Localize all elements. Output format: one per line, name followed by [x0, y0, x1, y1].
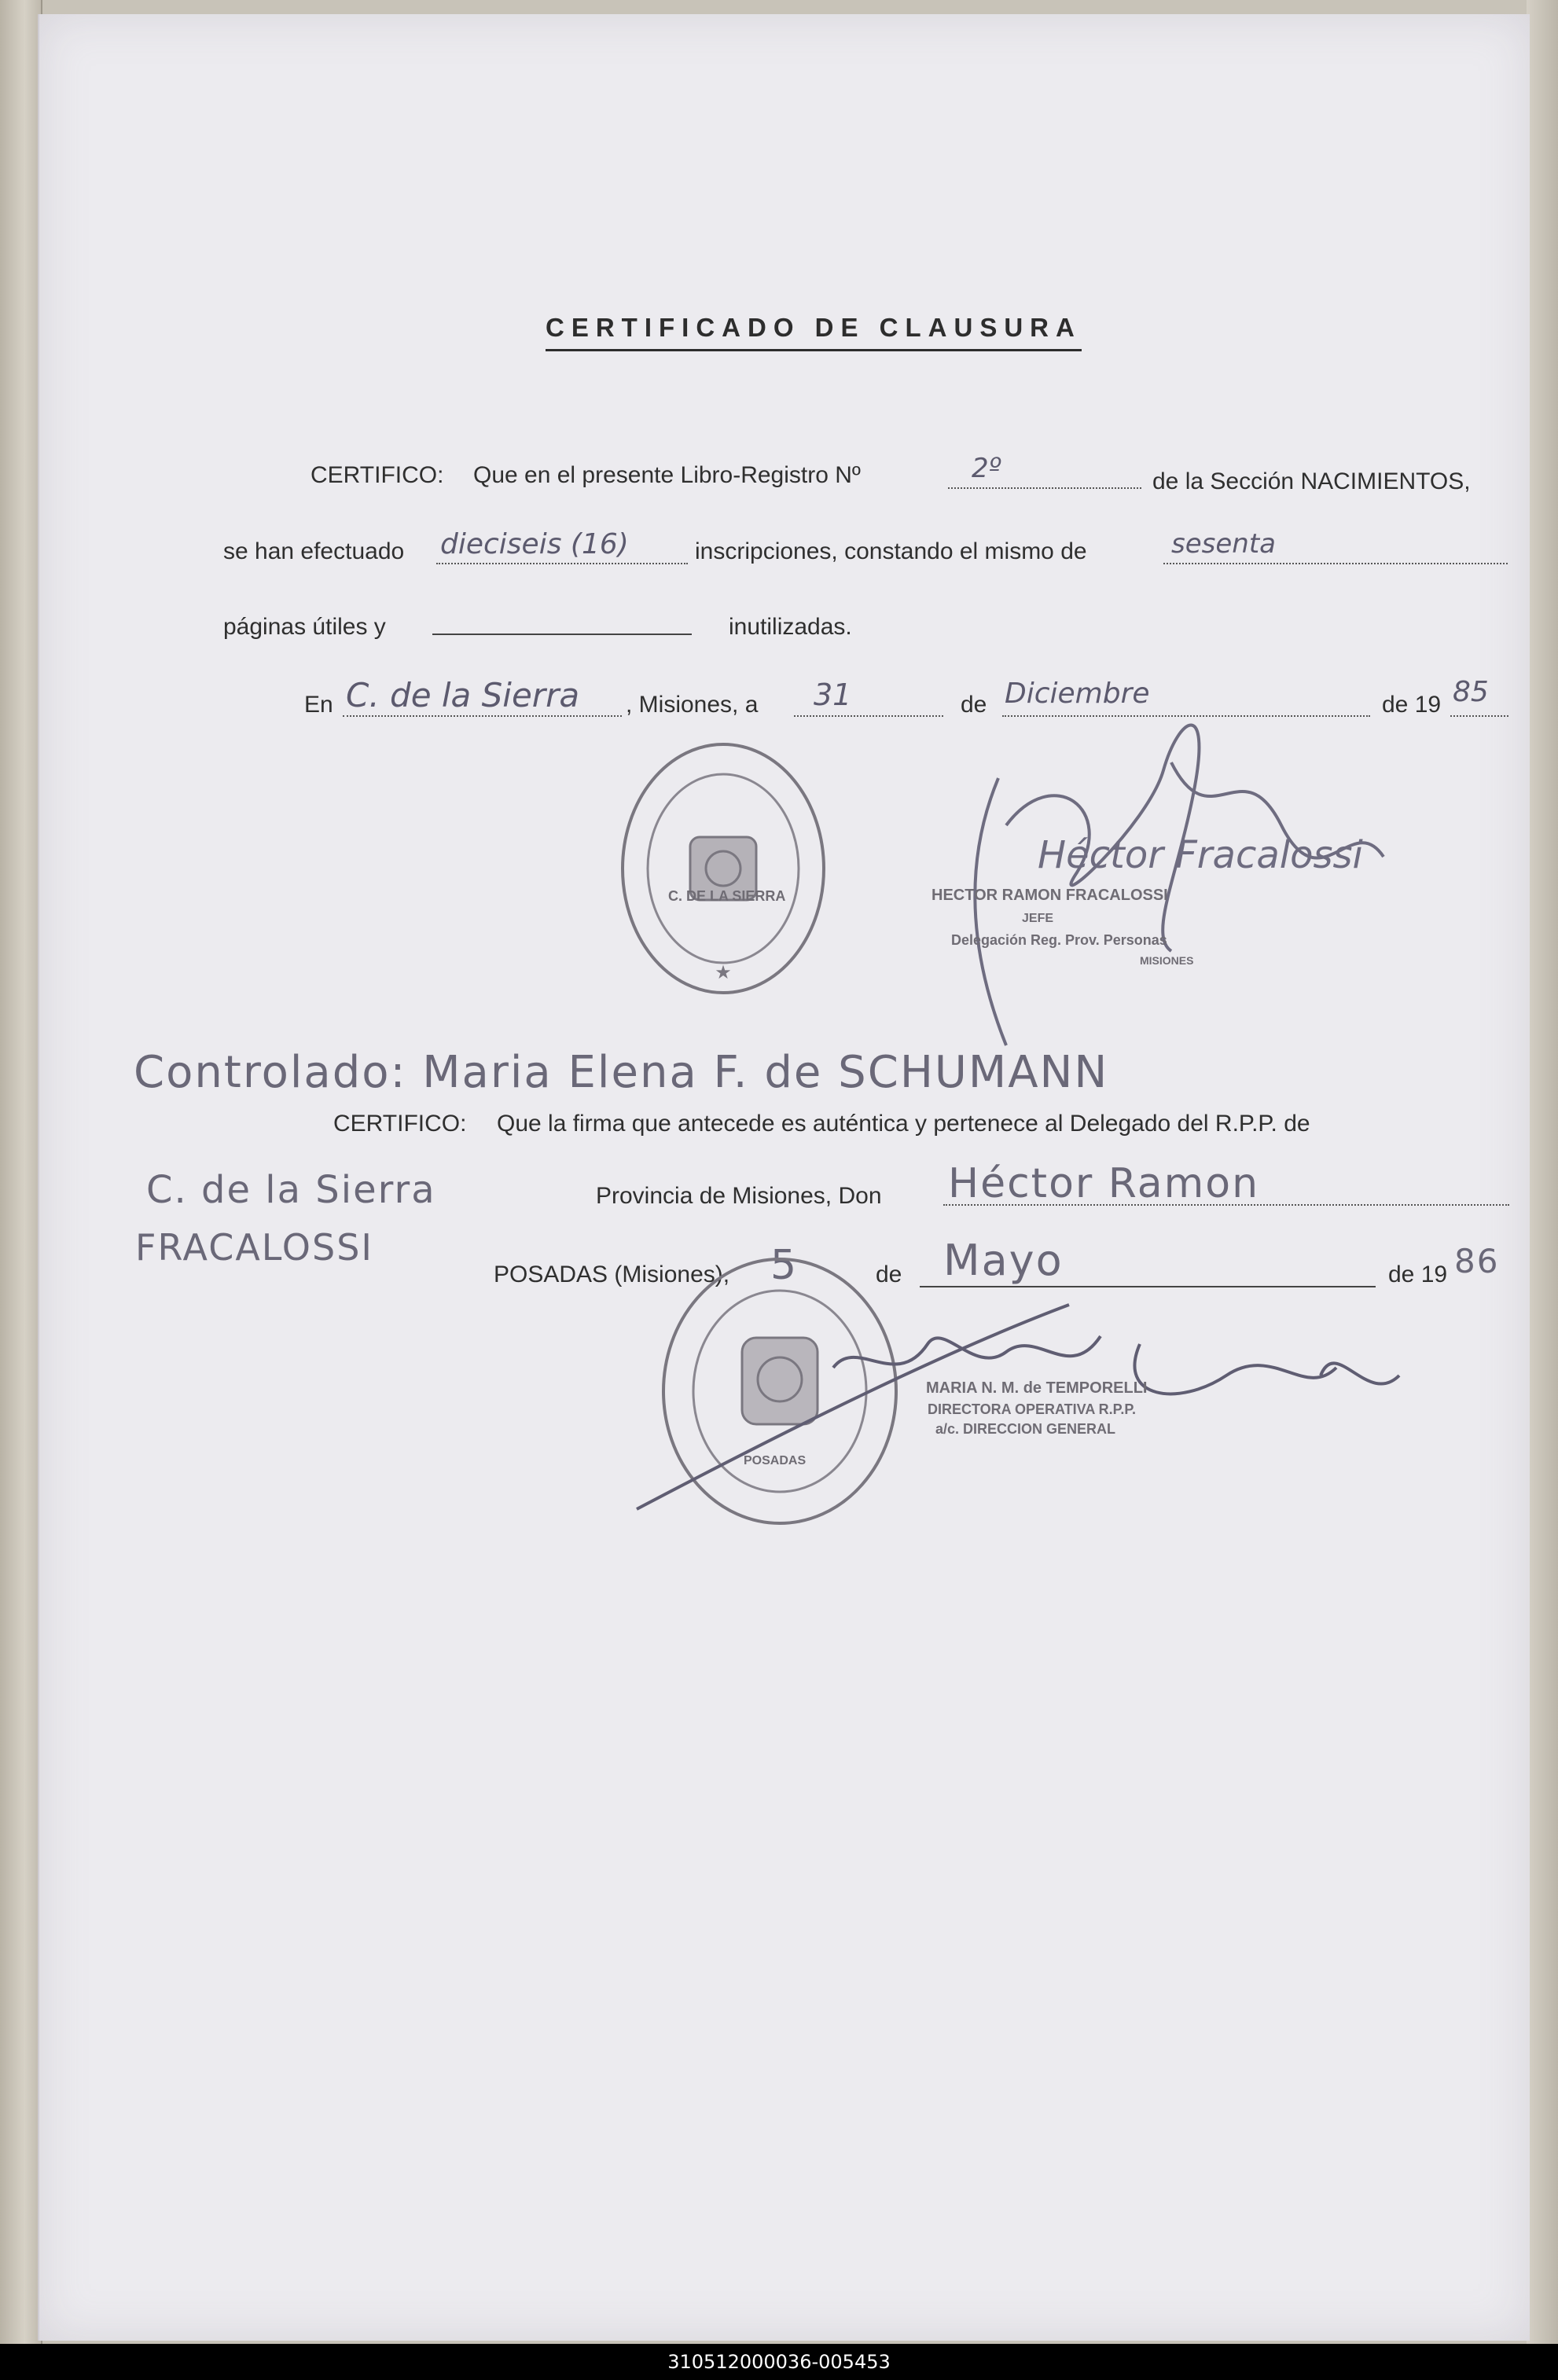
libro-registro-text: Que en el presente Libro-Registro Nº: [473, 462, 861, 488]
signature-1-name: HECTOR RAMON FRACALOSSI: [931, 887, 1168, 904]
paginas-line: [1163, 563, 1508, 564]
misiones-a-text: , Misiones, a: [626, 692, 759, 718]
paginas-utiles-text: páginas útiles y: [223, 614, 386, 640]
delegacion-stamp-1: [613, 735, 833, 1002]
signature-2-role: DIRECTORA OPERATIVA R.P.P.: [928, 1401, 1137, 1417]
anio-line: [1450, 715, 1508, 717]
signature-1-location: MISIONES: [1140, 954, 1194, 967]
lugar-line: [343, 715, 622, 717]
book-binding-left: [0, 0, 42, 2350]
dia-handwritten: 31: [814, 678, 852, 712]
dia-2-handwritten: 5: [770, 1242, 799, 1289]
mes-handwritten: Diciembre: [1005, 678, 1150, 710]
de19-label-2: de 19: [1388, 1262, 1448, 1287]
inscripciones-text: inscripciones, constando el mismo de: [695, 538, 1087, 564]
se-han-text: se han efectuado: [223, 538, 405, 564]
lugar-handwritten: C. de la Sierra: [346, 676, 580, 714]
en-label: En: [304, 692, 333, 718]
controlado-handwritten: Controlado: Maria Elena F. de SCHUMANN: [134, 1047, 1109, 1098]
signature-2-office: a/c. DIRECCION GENERAL: [935, 1421, 1116, 1437]
stamp-1-inner-text: C. DE LA SIERRA: [668, 888, 786, 904]
certifico-label-2: CERTIFICO:: [333, 1111, 467, 1137]
de19-label-1: de 19: [1382, 692, 1442, 718]
paginas-handwritten: sesenta: [1171, 528, 1276, 560]
de-label-1: de: [961, 692, 987, 718]
provincia-text: Provincia de Misiones, Don: [596, 1183, 882, 1209]
de-label-2: de: [876, 1262, 902, 1287]
lugar-2-handwritten: C. de la Sierra: [146, 1168, 436, 1212]
book-edge-right: [1527, 0, 1558, 2350]
libro-num-handwritten: 2º: [972, 453, 1001, 484]
certifico-text-2: Que la firma que antecede es auténtica y pertenece al Delegado del R.P.P. de: [497, 1111, 1310, 1137]
libro-num-line: [948, 487, 1141, 489]
cantidad-handwritten: dieciseis (16): [440, 528, 629, 560]
cantidad-line: [436, 563, 688, 564]
signature-1-office: Delegación Reg. Prov. Personas: [951, 932, 1167, 948]
signature-1-role: JEFE: [1022, 912, 1054, 925]
svg-text:★: ★: [715, 961, 732, 983]
mes-2-handwritten: Mayo: [943, 1236, 1064, 1285]
anio-handwritten: 85: [1453, 676, 1489, 708]
anio-2-handwritten: 86: [1454, 1242, 1500, 1280]
certifico-label-1: CERTIFICO:: [310, 462, 444, 488]
apellido-handwritten: FRACALOSSI: [135, 1226, 373, 1269]
mes-2-line: [920, 1286, 1376, 1287]
stamp-2-inner-text: POSADAS: [744, 1454, 807, 1467]
posadas-text: POSADAS (Misiones),: [494, 1262, 730, 1287]
nombre-handwritten: Héctor Ramon: [948, 1160, 1260, 1207]
signature-2-name: MARIA N. M. de TEMPORELLI: [926, 1379, 1148, 1397]
inutilizadas-blank: [432, 634, 692, 635]
signature-1-handwritten: Héctor Fracalossi: [1038, 833, 1363, 877]
seccion-text: de la Sección NACIMIENTOS,: [1152, 468, 1471, 494]
page-title: CERTIFICADO DE CLAUSURA: [546, 313, 1082, 351]
image-id-strip: 310512000036-005453: [0, 2344, 1558, 2380]
inutilizadas-text: inutilizadas.: [729, 614, 852, 640]
